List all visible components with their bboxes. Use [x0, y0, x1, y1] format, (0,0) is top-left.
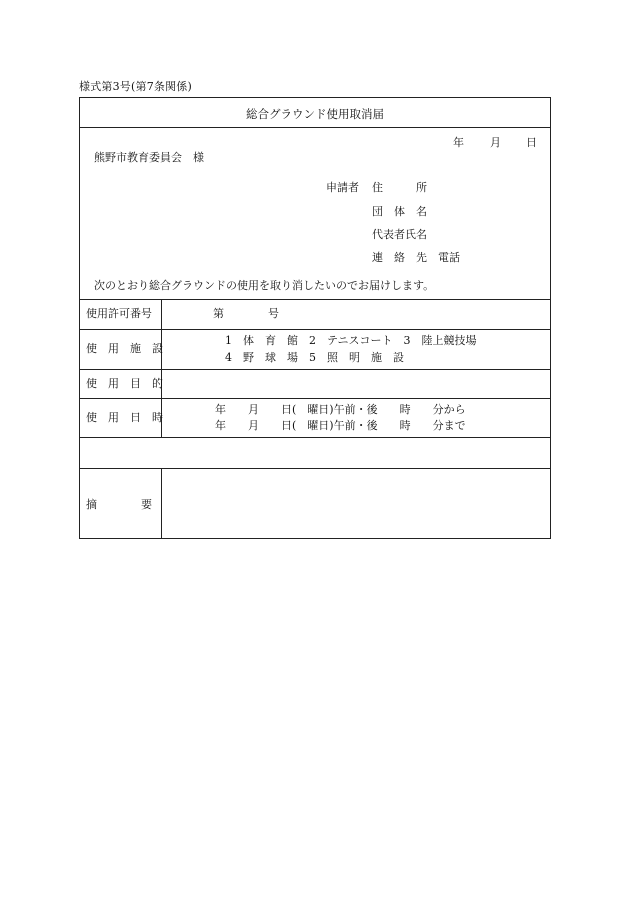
row-divider-4: [80, 437, 550, 438]
facility-options-line2: 4 野 球 場 5 照 明 施 設: [225, 351, 404, 364]
summary-label: 摘 要: [86, 498, 152, 511]
applicant-label: 申請者: [326, 181, 359, 194]
applicant-representative: 代表者氏名: [372, 228, 427, 241]
row-divider-5: [80, 468, 550, 469]
applicant-contact: 連 絡 先 電話: [372, 251, 460, 264]
datetime-from: 年 月 日( 曜日)午前・後 時 分から: [215, 403, 466, 416]
facility-options-line1: 1 体 育 館 2 テニスコート 3 陸上競技場: [225, 334, 477, 347]
addressee: 熊野市教育委員会 様: [94, 151, 204, 164]
purpose-label: 使 用 目 的: [86, 377, 163, 390]
row-divider-2: [80, 369, 550, 370]
cancellation-form: [79, 97, 551, 539]
form-title: 総合グラウンド使用取消届: [246, 107, 384, 121]
label-column-divider-bottom: [161, 468, 162, 539]
applicant-address: 住 所: [372, 181, 427, 194]
row-divider-3: [80, 398, 550, 399]
applicant-group-name: 団 体 名: [372, 205, 427, 218]
date-month: 月: [490, 136, 501, 149]
datetime-to: 年 月 日( 曜日)午前・後 時 分まで: [215, 419, 466, 432]
title-divider: [80, 127, 550, 128]
statement: 次のとおり総合グラウンドの使用を取り消したいのでお届けします。: [94, 279, 435, 292]
datetime-label: 使 用 日 時: [86, 411, 163, 424]
date-year: 年: [453, 136, 464, 149]
permit-number-value: 第 号: [213, 307, 279, 320]
body-divider: [80, 299, 550, 300]
date-day: 日: [526, 136, 537, 149]
row-divider-1: [80, 329, 550, 330]
form-number: 様式第3号(第7条関係): [79, 80, 192, 93]
permit-number-label: 使用許可番号: [86, 307, 152, 320]
facility-label: 使 用 施 設: [86, 342, 163, 355]
